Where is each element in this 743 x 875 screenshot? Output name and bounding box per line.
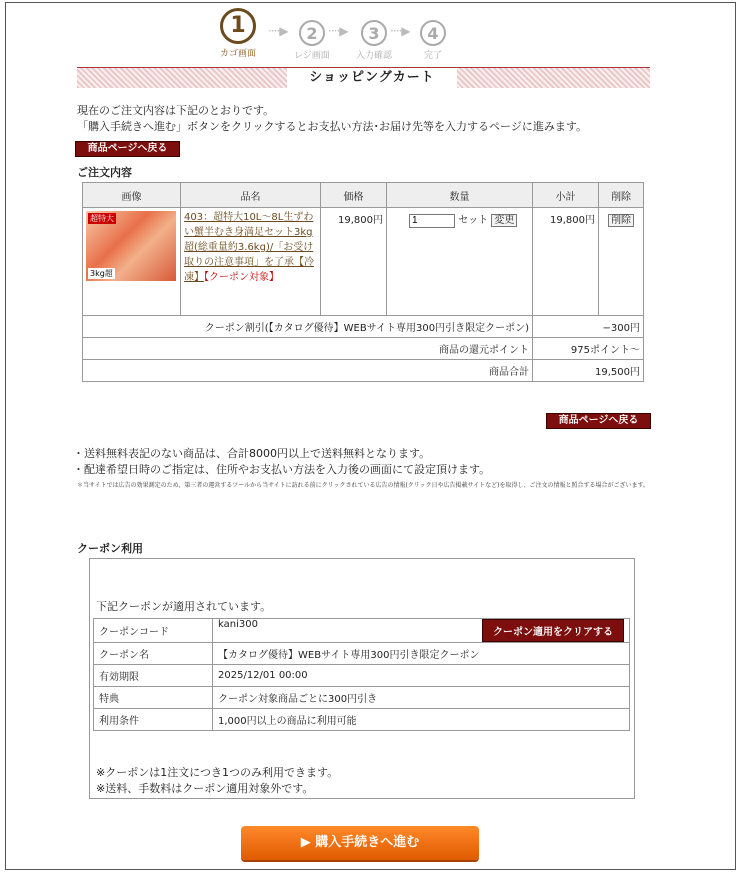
header-name: 品名 bbox=[181, 183, 321, 208]
product-image[interactable] bbox=[86, 211, 176, 281]
coupon-table bbox=[93, 618, 630, 731]
title-bar bbox=[77, 67, 650, 88]
step-complete bbox=[420, 20, 446, 61]
step-label: レジ画面 bbox=[294, 51, 330, 61]
intro-text-2: 「購入手続きへ進む」ボタンをクリックするとお支払い方法･お届け先等を入力するページに進みます。 bbox=[77, 120, 587, 133]
coupon-benefit-value: クーポン対象商品ごとに300円引き bbox=[213, 687, 630, 709]
back-to-product-button-bottom[interactable]: 商品ページへ戻る bbox=[546, 413, 651, 429]
step-cart bbox=[220, 8, 256, 59]
step-label: 入力確認 bbox=[356, 51, 393, 61]
coupon-name-value: 【カタログ優待】WEBサイト専用300円引き限定クーポン bbox=[213, 643, 630, 665]
coupon-applied-text: 下記クーポンが適用されています。 bbox=[96, 600, 272, 613]
header-quantity: 数量 bbox=[387, 183, 533, 208]
cart-header-row bbox=[83, 183, 644, 208]
table-row bbox=[94, 665, 630, 687]
coupon-note-1: ※クーポンは1注文につき1つのみ利用できます。 bbox=[96, 766, 339, 779]
step-register bbox=[294, 20, 330, 61]
step-number: 1 bbox=[220, 8, 256, 44]
points-value: 975ポイント〜 bbox=[533, 338, 644, 360]
product-name-link[interactable]: 403：超特大10L～8L生ずわい蟹半むき身満足セット3kg超(総重量約3.6kg)/「お受け取りの注意事項」を了承【冷凍】 bbox=[184, 212, 314, 283]
item-price: 19,800円 bbox=[321, 208, 387, 316]
coupon-code-label: クーポンコード bbox=[94, 619, 213, 643]
points-label: 商品の還元ポイント bbox=[83, 338, 533, 360]
order-heading: ご注文内容 bbox=[77, 166, 132, 179]
total-value: 19,500円 bbox=[533, 360, 644, 382]
cart-table bbox=[82, 182, 644, 382]
coupon-discount-label: クーポン割引(【カタログ優待】WEBサイト専用300円引き限定クーポン) bbox=[83, 316, 533, 338]
back-to-product-button[interactable]: 商品ページへ戻る bbox=[75, 141, 180, 157]
change-quantity-button[interactable]: 変更 bbox=[491, 214, 517, 227]
image-badge-bottom: 3kg超 bbox=[90, 269, 113, 278]
page-title: ショッピングカート bbox=[287, 68, 457, 88]
coupon-condition-value: 1,000円以上の商品に利用可能 bbox=[213, 709, 630, 731]
clear-coupon-button[interactable]: クーポン適用をクリアする bbox=[482, 619, 624, 642]
coupon-heading: クーポン利用 bbox=[77, 542, 143, 555]
item-subtotal: 19,800円 bbox=[533, 208, 599, 316]
coupon-discount-value: −300円 bbox=[533, 316, 644, 338]
quantity-input[interactable] bbox=[409, 214, 455, 228]
table-row bbox=[94, 709, 630, 731]
step-arrow-icon: ····▶ bbox=[390, 24, 410, 38]
step-arrow-icon: ····▶ bbox=[268, 24, 288, 38]
coupon-note-2: ※送料、手数料はクーポン適用対象外です。 bbox=[96, 782, 314, 795]
step-label: 完了 bbox=[423, 51, 442, 61]
step-arrow-icon: ····▶ bbox=[328, 24, 348, 38]
coupon-expiry-value: 2025/12/01 00:00 bbox=[213, 665, 630, 687]
coupon-condition-label: 利用条件 bbox=[94, 709, 213, 731]
header-subtotal: 小計 bbox=[533, 183, 599, 208]
table-row bbox=[94, 643, 630, 665]
proceed-to-checkout-button[interactable]: ▶ 購入手続きへ進む bbox=[241, 826, 479, 860]
quantity-unit: セット bbox=[458, 215, 489, 226]
summary-row bbox=[83, 360, 644, 382]
table-row bbox=[94, 687, 630, 709]
total-label: 商品合計 bbox=[83, 360, 533, 382]
coupon-code-value bbox=[213, 619, 630, 643]
delete-button[interactable]: 削除 bbox=[608, 214, 634, 227]
step-number: 4 bbox=[420, 20, 446, 46]
header-price: 価格 bbox=[321, 183, 387, 208]
coupon-code-text: kani300 bbox=[218, 619, 258, 630]
coupon-benefit-label: 特典 bbox=[94, 687, 213, 709]
step-number: 2 bbox=[299, 20, 325, 46]
header-delete: 削除 bbox=[599, 183, 644, 208]
summary-row bbox=[83, 316, 644, 338]
step-confirm bbox=[356, 20, 392, 61]
table-row bbox=[94, 619, 630, 643]
header-image: 画像 bbox=[83, 183, 181, 208]
coupon-expiry-label: 有効期限 bbox=[94, 665, 213, 687]
step-label: カゴ画面 bbox=[220, 49, 257, 59]
table-row bbox=[83, 208, 644, 316]
coupon-name-label: クーポン名 bbox=[94, 643, 213, 665]
delivery-note: ・配達希望日時のご指定は、住所やお支払い方法を入力後の画面にて設定頂けます。 bbox=[73, 463, 491, 476]
summary-row bbox=[83, 338, 644, 360]
step-number: 3 bbox=[361, 20, 387, 46]
coupon-target-label: 【クーポン対象】 bbox=[204, 272, 279, 283]
shipping-note: ・送料無料表記のない商品は、合計8000円以上で送料無料となります。 bbox=[73, 447, 431, 460]
tracking-fine-print: ＊当サイトでは広告の効果測定のため、第三者の運営するツールから当サイトに訪れる前にクリックされている広告の情報(クリック日や広告掲載サイトなど)を取得し、ご注文の情報と照合する場合がございます。 bbox=[77, 482, 649, 489]
image-badge-top: 超特大 bbox=[90, 214, 114, 223]
intro-text-1: 現在のご注文内容は下記のとおりです。 bbox=[77, 104, 275, 117]
